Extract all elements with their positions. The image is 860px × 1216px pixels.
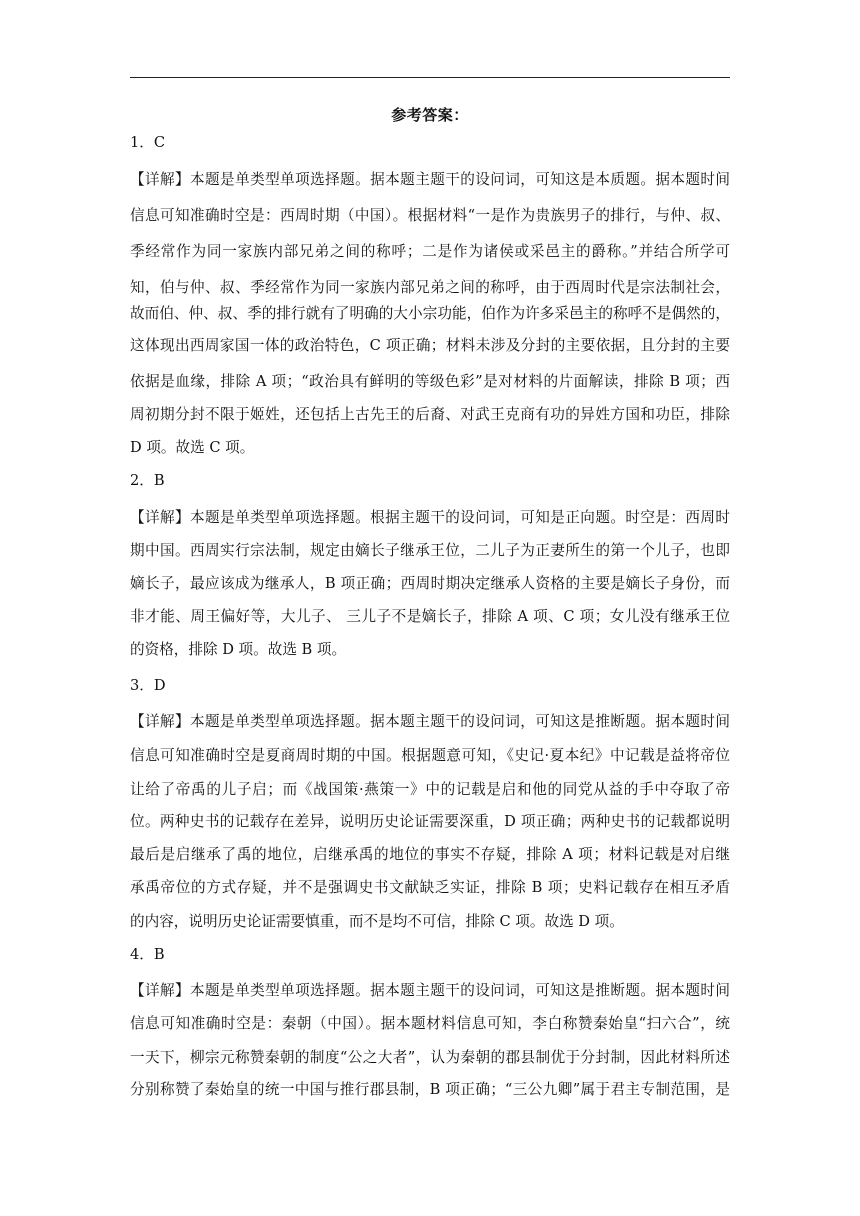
explanation-line: 季经常作为同一家族内部兄弟之间的称呼；二是作为诸侯或采邑主的爵称。”并结合所学可: [130, 243, 730, 260]
explanation-line: 的资格，排除 D 项。故选 B 项。: [130, 641, 347, 658]
explanation-line: 嫡长子，最应该成为继承人，B 项正确；西周时期决定继承人资格的主要是嫡长子身份，而: [130, 575, 730, 592]
answer-number: 2．B: [130, 472, 165, 489]
explanation-line: 信息可知准确时空是：西周时期（中国）。根据材料“一是作为贵族男子的排行，与仲、叔、: [130, 207, 730, 224]
explanation-line: 一天下，柳宗元称赞秦朝的制度“公之大者”，认为秦朝的郡县制优于分封制，因此材料所述: [130, 1049, 730, 1066]
explanation-line: 【详解】本题是单类型单项选择题。据本题主题干的设问词，可知这是推断题。据本题时间: [130, 713, 730, 730]
explanation-line: 最后是启继承了禹的地位，启继承禹的地位的事实不存疑，排除 A 项；材料记载是对启继: [130, 846, 730, 863]
explanation-line: 【详解】本题是单类型单项选择题。根据主题干的设问词，可知是正向题。时空是：西周时: [130, 509, 730, 526]
explanation-line: 故而伯、仲、叔、季的排行就有了明确的大小宗功能，伯作为许多采邑主的称呼不是偶然的，: [130, 305, 730, 322]
explanation-line: 分别称赞了秦始皇的统一中国与推行郡县制，B 项正确；“三公九卿”属于君主专制范围，是: [130, 1081, 730, 1098]
explanation-line: 知，伯与仲、叔、季经常作为同一家族内部兄弟之间的称呼，由于西周时代是宗法制社会，: [130, 279, 730, 296]
explanation-line: 【详解】本题是单类型单项选择题。据本题主题干的设问词，可知这是本质题。据本题时间: [130, 171, 730, 188]
header-rule: [130, 77, 730, 78]
answer-number: 1．C: [130, 134, 166, 151]
explanation-line: 承禹帝位的方式存疑，并不是强调史书文献缺乏实证，排除 B 项；史料记载存在相互矛盾: [130, 879, 730, 896]
answer-number: 3．D: [130, 677, 166, 694]
explanation-line: 【详解】本题是单类型单项选择题。据本题主题干的设问词，可知这是推断题。据本题时间: [130, 982, 730, 999]
explanation-line: 让给了帝禹的儿子启；而《战国策·燕策一》中的记载是启和他的同党从益的手中夺取了帝: [130, 781, 730, 798]
document-title: 参考答案：: [391, 106, 469, 124]
explanation-line: 信息可知准确时空是：秦朝（中国）。据本题材料信息可知，李白称赞秦始皇“扫六合”，统: [130, 1015, 730, 1032]
explanation-line: 非才能、周王偏好等，大儿子、 三儿子不是嫡长子，排除 A 项、C 项；女儿没有继承王位: [130, 608, 730, 625]
explanation-line: 周初期分封不限于姬姓，还包括上古先王的后裔、对武王克商有功的异姓方国和功臣，排除: [130, 406, 730, 423]
explanation-line: 信息可知准确时空是夏商周时期的中国。根据题意可知，《史记·夏本纪》中记载是益将帝位: [130, 747, 730, 764]
explanation-line: 位。两种史书的记载存在差异，说明历史论证需要深重，D 项正确；两种史书的记载都说明: [130, 813, 730, 830]
answer-number: 4．B: [130, 946, 165, 963]
explanation-line: 这体现出西周家国一体的政治特色，C 项正确；材料未涉及分封的主要依据，且分封的主要: [130, 337, 730, 354]
explanation-line: 的内容，说明历史论证需要慎重，而不是均不可信，排除 C 项。故选 D 项。: [130, 913, 624, 930]
explanation-line: 期中国。西周实行宗法制，规定由嫡长子继承王位，二儿子为正妻所生的第一个儿子，也即: [130, 542, 730, 559]
explanation-line: 依据是血缘，排除 A 项；“政治具有鲜明的等级色彩”是对材料的片面解读，排除 B 项；西: [130, 373, 730, 390]
explanation-line: D 项。故选 C 项。: [130, 439, 255, 456]
